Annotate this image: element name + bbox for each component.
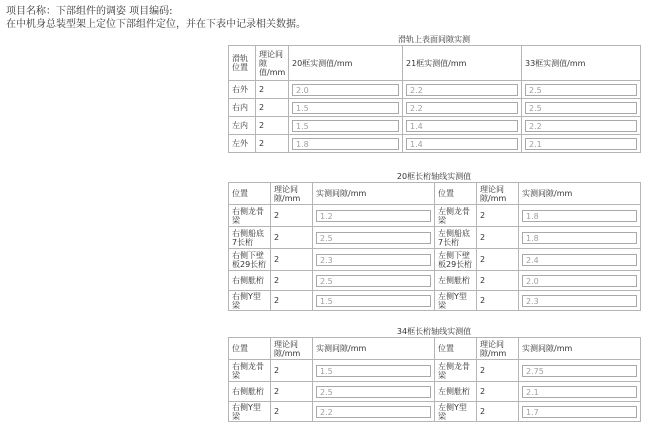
table-row: [229, 227, 641, 249]
row-theory: 2: [477, 291, 519, 311]
measure-input[interactable]: 1.8: [522, 210, 637, 222]
measure-input[interactable]: 2.0: [522, 275, 637, 287]
row-position: 左侧舭桁: [435, 271, 477, 291]
table-header-row: [229, 183, 641, 205]
table2-caption: 20框长桁轴线实测值: [396, 172, 472, 181]
col-header-position: 位置: [229, 338, 271, 360]
measure-input[interactable]: 2.5: [525, 84, 637, 96]
measure-input[interactable]: 1.2: [316, 210, 431, 222]
measure-input[interactable]: 2.5: [316, 232, 431, 244]
row-theory: 2: [477, 227, 519, 249]
measure-input[interactable]: 1.5: [292, 120, 399, 132]
row-theory: 2: [256, 135, 289, 153]
measure-input[interactable]: 2.4: [522, 254, 637, 266]
measure-input[interactable]: 1.5: [316, 295, 431, 307]
measure-input[interactable]: 2.0: [292, 84, 399, 96]
project-title: 项目名称：下部组件的调姿 项目编码:: [6, 6, 173, 17]
row-theory: 2: [271, 249, 313, 271]
table-row: [229, 117, 641, 135]
col-header-frame20: 20框实测值/mm: [289, 46, 403, 81]
row-position: 右侧龙骨梁: [229, 360, 271, 382]
measure-input[interactable]: 2.5: [316, 386, 431, 398]
measure-input[interactable]: 2.3: [316, 254, 431, 266]
row-position: 右外: [229, 81, 256, 99]
row-theory: 2: [477, 360, 519, 382]
table-header-row: [229, 338, 641, 360]
col-header-measured: 实测间隙/mm: [519, 338, 641, 360]
row-theory: 2: [271, 360, 313, 382]
row-theory: 2: [256, 81, 289, 99]
row-position: 右侧船底7长桁: [229, 227, 271, 249]
table-row: [229, 205, 641, 227]
col-header-position: 位置: [435, 183, 477, 205]
row-position: 左侧龙骨梁: [435, 205, 477, 227]
rail-gap-table: [228, 45, 641, 153]
row-theory: 2: [271, 271, 313, 291]
row-position: 左侧龙骨梁: [435, 360, 477, 382]
row-position: 左侧舭桁: [435, 382, 477, 402]
measure-input[interactable]: 2.2: [406, 84, 518, 96]
row-position: 左侧下壁板29长桁: [435, 249, 477, 271]
frame20-stringer-table: [228, 182, 641, 311]
measure-input[interactable]: 2.2: [406, 102, 518, 114]
row-theory: 2: [256, 99, 289, 117]
row-theory: 2: [271, 291, 313, 311]
measure-input[interactable]: 1.7: [522, 406, 637, 418]
col-header-measured: 实测间隙/mm: [313, 183, 435, 205]
measure-input[interactable]: 1.5: [316, 365, 431, 377]
row-theory: 2: [477, 205, 519, 227]
measure-input[interactable]: 1.4: [406, 138, 518, 150]
measure-input[interactable]: 2.1: [525, 138, 637, 150]
col-header-position: 滑轨位置: [229, 46, 256, 81]
col-header-measured: 实测间隙/mm: [313, 338, 435, 360]
col-header-frame21: 21框实测值/mm: [403, 46, 522, 81]
row-position: 右侧舭桁: [229, 271, 271, 291]
col-header-measured: 实测间隙/mm: [519, 183, 641, 205]
table-row: [229, 99, 641, 117]
frame34-stringer-table: [228, 337, 641, 422]
row-position: 左内: [229, 117, 256, 135]
measure-input[interactable]: 1.5: [292, 102, 399, 114]
measure-input[interactable]: 2.2: [316, 406, 431, 418]
row-position: 右侧下壁板29长桁: [229, 249, 271, 271]
table-row: [229, 249, 641, 271]
measure-input[interactable]: 1.4: [406, 120, 518, 132]
measure-input[interactable]: 2.5: [525, 102, 637, 114]
table-row: [229, 360, 641, 382]
measure-input[interactable]: 2.1: [522, 386, 637, 398]
row-theory: 2: [477, 249, 519, 271]
table-header-row: [229, 46, 641, 81]
table-row: [229, 382, 641, 402]
table-row: [229, 81, 641, 99]
row-position: 左侧Y型梁: [435, 291, 477, 311]
row-theory: 2: [477, 271, 519, 291]
table-row: [229, 135, 641, 153]
col-header-position: 位置: [435, 338, 477, 360]
row-position: 右侧Y型梁: [229, 291, 271, 311]
col-header-frame33: 33框实测值/mm: [522, 46, 641, 81]
measure-input[interactable]: 1.8: [522, 232, 637, 244]
row-theory: 2: [477, 382, 519, 402]
measure-input[interactable]: 1.8: [292, 138, 399, 150]
measure-input[interactable]: 2.3: [522, 295, 637, 307]
row-theory: 2: [477, 402, 519, 422]
table3-caption: 34框长桁轴线实测值: [396, 327, 472, 336]
col-header-theory: 理论间隙/mm: [271, 183, 313, 205]
row-position: 左侧Y型梁: [435, 402, 477, 422]
col-header-theory: 理论间隙/mm: [477, 338, 519, 360]
row-position: 右侧Y型梁: [229, 402, 271, 422]
row-position: 右侧舭桁: [229, 382, 271, 402]
row-theory: 2: [271, 402, 313, 422]
row-theory: 2: [271, 205, 313, 227]
measure-input[interactable]: 2.5: [316, 275, 431, 287]
table-row: [229, 291, 641, 311]
row-position: 左外: [229, 135, 256, 153]
instruction-text: 在中机身总装型架上定位下部组件定位，并在下表中记录相关数据。: [6, 19, 306, 30]
row-position: 右侧龙骨梁: [229, 205, 271, 227]
table-row: [229, 271, 641, 291]
measure-input[interactable]: 2.2: [525, 120, 637, 132]
col-header-theory: 理论间隙值/mm: [256, 46, 289, 81]
row-theory: 2: [271, 382, 313, 402]
col-header-theory: 理论间隙/mm: [477, 183, 519, 205]
row-theory: 2: [271, 227, 313, 249]
row-position: 左侧船底7长桁: [435, 227, 477, 249]
col-header-position: 位置: [229, 183, 271, 205]
table-row: [229, 402, 641, 422]
table1-caption: 滑轨上表面间隙实测: [398, 35, 470, 44]
row-position: 右内: [229, 99, 256, 117]
row-theory: 2: [256, 117, 289, 135]
col-header-theory: 理论间隙/mm: [271, 338, 313, 360]
measure-input[interactable]: 2.75: [522, 365, 637, 377]
